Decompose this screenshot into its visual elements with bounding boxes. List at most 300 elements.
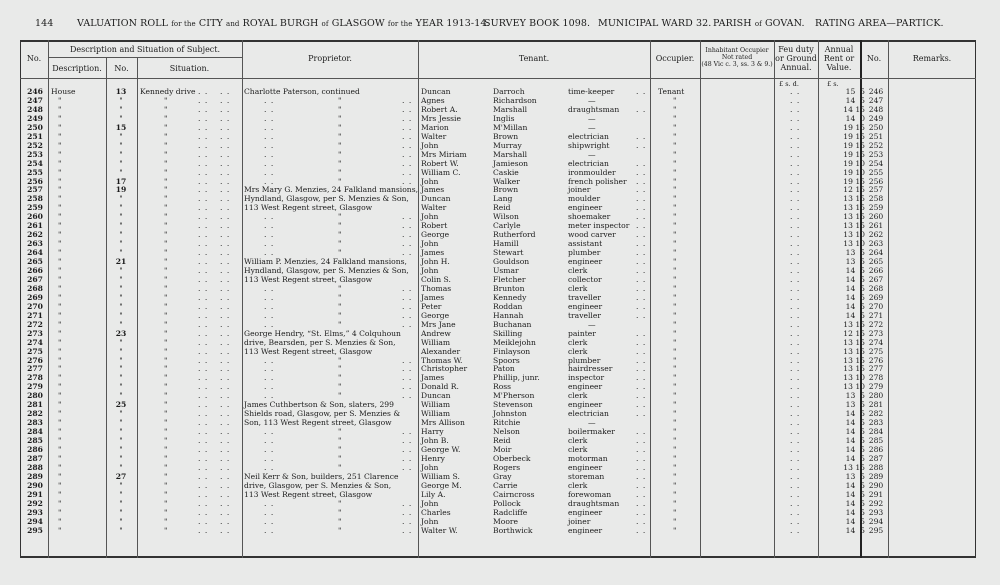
description: "	[58, 498, 62, 508]
survey-book: SURVEY BOOK 1098.	[484, 18, 591, 29]
tenant-occupation: shipwright	[568, 140, 610, 150]
situation-dots: . .	[198, 364, 209, 374]
table-row	[20, 418, 976, 427]
occupier: "	[673, 373, 677, 383]
proprietor-dots: . .	[402, 319, 413, 329]
rent-units: £ s.	[827, 80, 839, 88]
description: "	[58, 185, 62, 195]
occupier: "	[673, 507, 677, 517]
situation: "	[164, 355, 168, 365]
table-row	[20, 463, 976, 472]
tenant-surname: Murray	[493, 140, 522, 150]
occupation-dots: . .	[636, 167, 647, 177]
tenant-surname: Hamill	[493, 239, 519, 249]
row-number-right: 280	[868, 391, 884, 401]
occupier: "	[673, 221, 677, 231]
feu-duty-dots: . .	[790, 409, 801, 419]
situation-dots: . .	[220, 310, 231, 320]
tenant-occupation: forewoman	[568, 489, 612, 499]
description: "	[58, 158, 62, 168]
description: "	[58, 230, 62, 240]
description: "	[58, 221, 62, 231]
proprietor-dots: . .	[402, 498, 413, 508]
occupation-dots: . .	[636, 158, 647, 168]
occupation-dots: . .	[636, 445, 647, 454]
proprietor-dots: . .	[402, 104, 413, 114]
proprietor-dots: . .	[402, 248, 413, 258]
tenant-first-name: Mrs Allison	[421, 418, 465, 428]
occupier: "	[673, 301, 677, 311]
occupier: "	[673, 266, 677, 275]
tenant-first-name: John	[421, 176, 439, 186]
occupier: "	[673, 167, 677, 177]
situation-dots: . .	[220, 516, 231, 526]
tenant-first-name: Duncan	[421, 391, 451, 401]
row-number: 249	[27, 113, 43, 123]
proprietor-dots: . .	[264, 498, 275, 508]
situation-dots: . .	[220, 328, 231, 338]
situation-dots: . .	[220, 292, 231, 302]
tenant-surname: Finlayson	[493, 346, 531, 356]
situation-dots: . .	[220, 87, 231, 96]
occupation-dots: . .	[636, 525, 647, 535]
tenant-surname: Ross	[493, 382, 512, 392]
situation-dots: . .	[220, 248, 231, 258]
feu-duty-dots: . .	[790, 113, 801, 123]
row-number-right: 276	[868, 355, 884, 365]
table-row	[20, 302, 976, 311]
feu-duty-dots: . .	[790, 355, 801, 365]
situation-dots: . .	[198, 113, 209, 123]
occupation-dots: . .	[636, 185, 647, 195]
description: "	[58, 328, 62, 338]
proprietor: "	[338, 391, 342, 401]
situation-dots: . .	[220, 239, 231, 249]
proprietor: Hyndland, Glasgow, per S. Menzies & Son,	[244, 266, 409, 275]
tenant-occupation: draughtsman	[568, 104, 620, 114]
description: "	[58, 113, 62, 123]
situation-dots: . .	[220, 373, 231, 383]
header-line: Rent or	[823, 54, 855, 63]
annual-rent: 14 0	[845, 113, 865, 123]
situation-dots: . .	[220, 158, 231, 168]
situation-dots: . .	[198, 373, 209, 383]
tenant-surname: Lang	[493, 194, 513, 204]
occupation-dots: . .	[636, 194, 647, 204]
col-header-inhabitant	[700, 47, 774, 68]
occupation-dots: . .	[636, 140, 647, 150]
tenant-first-name: William C.	[421, 167, 461, 177]
proprietor: "	[338, 427, 342, 437]
occupation-dots: . .	[636, 427, 647, 437]
situation-dots: . .	[198, 140, 209, 150]
tenant-occupation: engineer	[568, 382, 603, 392]
tenant-surname: Carrie	[493, 480, 518, 490]
occupation-dots: . .	[636, 480, 647, 490]
situation-dots: . .	[198, 239, 209, 249]
row-number-right: 259	[868, 203, 884, 213]
tenant-first-name: George	[421, 230, 450, 240]
row-number-right: 269	[868, 292, 884, 302]
feu-duty-dots: . .	[790, 364, 801, 374]
row-number-right: 262	[868, 230, 884, 240]
tenant-first-name: George W.	[421, 445, 461, 454]
situation-dots: . .	[198, 149, 209, 159]
tenant-occupation: time-keeper	[568, 87, 615, 96]
proprietor: Charlotte Paterson, continued	[244, 87, 360, 96]
occupier: "	[673, 140, 677, 150]
row-number-right: 285	[868, 436, 884, 446]
feu-duty-dots: . .	[790, 436, 801, 446]
proprietor-dots: . .	[264, 391, 275, 401]
situation-dots: . .	[198, 480, 209, 490]
occupation-dots: . .	[636, 131, 647, 141]
row-number: 288	[27, 462, 43, 472]
situation: "	[164, 274, 168, 284]
annual-rent: 19 15	[843, 140, 865, 150]
situation: "	[164, 149, 168, 159]
row-number-right: 254	[868, 158, 884, 168]
proprietor-dots: . .	[402, 507, 413, 517]
table-row	[20, 526, 976, 535]
title-part: for the	[387, 20, 413, 28]
street-number: "	[119, 104, 123, 114]
tenant-first-name: Charles	[421, 507, 451, 517]
row-number: 274	[27, 337, 43, 347]
feu-duty-dots: . .	[790, 131, 801, 141]
situation: "	[164, 212, 168, 222]
tenant-surname: Kennedy	[493, 292, 527, 302]
situation-dots: . .	[220, 176, 231, 186]
row-number-right: 274	[868, 337, 884, 347]
tenant-first-name: James	[421, 248, 445, 258]
situation-dots: . .	[220, 140, 231, 150]
proprietor-dots: . .	[264, 292, 275, 302]
proprietor: William P. Menzies, 24 Falkland mansions,	[244, 257, 407, 267]
row-number: 251	[27, 131, 43, 141]
occupier: "	[673, 122, 677, 132]
situation-dots: . .	[198, 274, 209, 284]
row-number-right: 260	[868, 212, 884, 222]
street-number: 15	[115, 122, 127, 132]
row-number-right: 283	[868, 418, 884, 428]
tenant-surname: Gouldson	[493, 257, 530, 267]
proprietor-dots: . .	[264, 131, 275, 141]
proprietor-dots: . .	[402, 283, 413, 293]
occupier: "	[673, 445, 677, 454]
table-row	[20, 221, 976, 230]
occupation-dots: . .	[636, 87, 647, 96]
row-number: 256	[27, 176, 43, 186]
tenant-surname: Richardson	[493, 95, 537, 105]
tenant-occupation: engineer	[568, 257, 603, 267]
row-number-right: 272	[868, 319, 884, 329]
situation-dots: . .	[220, 149, 231, 159]
row-number-right: 267	[868, 274, 884, 284]
tenant-occupation: —	[588, 149, 596, 159]
proprietor-dots: . .	[402, 453, 413, 463]
street-number: "	[119, 489, 123, 499]
proprietor-dots: . .	[402, 221, 413, 231]
description: "	[58, 355, 62, 365]
annual-rent: 19 10	[843, 158, 865, 168]
table-row	[20, 114, 976, 123]
description: "	[58, 212, 62, 222]
street-number: "	[119, 292, 123, 302]
description: "	[58, 140, 62, 150]
street-number: 21	[115, 257, 127, 267]
col-header-proprietor: Proprietor.	[308, 54, 352, 63]
tenant-surname: Hannah	[493, 310, 524, 320]
proprietor-dots: . .	[402, 364, 413, 374]
street-number: "	[119, 194, 123, 204]
tenant-first-name: Walter W.	[421, 525, 458, 535]
proprietor-dots: . .	[402, 310, 413, 320]
table-row	[20, 356, 976, 365]
tenant-occupation: —	[588, 95, 596, 105]
annual-rent: 13 10	[843, 230, 865, 240]
row-number-right: 290	[868, 480, 884, 490]
proprietor-dots: . .	[264, 158, 275, 168]
row-number: 283	[27, 418, 43, 428]
occupation-dots: . .	[636, 364, 647, 374]
proprietor: "	[338, 462, 342, 472]
street-number: 25	[115, 400, 127, 410]
tenant-first-name: Lily A.	[421, 489, 446, 499]
tenant-first-name: James	[421, 185, 445, 195]
table-row	[20, 266, 976, 275]
situation-dots: . .	[198, 346, 209, 356]
proprietor-dots: . .	[264, 167, 275, 177]
situation: "	[164, 471, 168, 481]
feu-duty-dots: . .	[790, 212, 801, 222]
annual-rent: 14 5	[845, 292, 865, 302]
row-number-right: 261	[868, 221, 884, 231]
row-number: 293	[27, 507, 43, 517]
table-row	[20, 105, 976, 114]
table-row	[20, 472, 976, 481]
situation: "	[164, 382, 168, 392]
street-number: "	[119, 266, 123, 275]
street-number: "	[119, 418, 123, 428]
situation: "	[164, 95, 168, 105]
table-row	[20, 320, 976, 329]
feu-duty-dots: . .	[790, 167, 801, 177]
situation: "	[164, 283, 168, 293]
tenant-occupation: engineer	[568, 525, 603, 535]
annual-rent: 14 5	[845, 310, 865, 320]
tenant-surname: Reid	[493, 203, 511, 213]
street-number: "	[119, 391, 123, 401]
row-number: 263	[27, 239, 43, 249]
row-number-right: 270	[868, 301, 884, 311]
tenant-surname: Nelson	[493, 427, 520, 437]
tenant-surname: Johnston	[493, 409, 527, 419]
col-header-desc-group: Description and Situation of Subject.	[69, 45, 221, 54]
occupier: "	[673, 185, 677, 195]
header-line: Not rated	[721, 54, 753, 61]
row-number: 265	[27, 257, 43, 267]
occupier: "	[673, 104, 677, 114]
tenant-occupation: ironmoulder	[568, 167, 616, 177]
proprietor-dots: . .	[402, 382, 413, 392]
situation-dots: . .	[220, 95, 231, 105]
row-number: 266	[27, 266, 43, 275]
situation: "	[164, 176, 168, 186]
situation-dots: . .	[198, 516, 209, 526]
situation: "	[164, 248, 168, 258]
tenant-occupation: assistant	[568, 239, 603, 249]
proprietor: "	[338, 283, 342, 293]
tenant-surname: Pollock	[493, 498, 521, 508]
tenant-occupation: plumber	[568, 355, 601, 365]
tenant-occupation: engineer	[568, 400, 603, 410]
annual-rent: 13 15	[843, 346, 865, 356]
row-number: 294	[27, 516, 43, 526]
tenant-surname: Marshall	[493, 149, 528, 159]
feu-duty-dots: . .	[790, 319, 801, 329]
situation: "	[164, 257, 168, 267]
occupier: "	[673, 212, 677, 222]
row-number: 279	[27, 382, 43, 392]
tenant-surname: M'Millan	[493, 122, 528, 132]
tenant-surname: Radcliffe	[493, 507, 528, 517]
situation: "	[164, 462, 168, 472]
occupier: "	[673, 453, 677, 463]
annual-rent: 14 5	[845, 525, 865, 535]
feu-duty-dots: . .	[790, 498, 801, 508]
occupier: "	[673, 391, 677, 401]
situation-dots: . .	[220, 418, 231, 428]
occupation-dots: . .	[636, 373, 647, 383]
occupier: "	[673, 274, 677, 284]
row-number: 285	[27, 436, 43, 446]
tenant-first-name: Peter	[421, 301, 442, 311]
tenant-occupation: electrician	[568, 158, 609, 168]
occupier: "	[673, 462, 677, 472]
description: "	[58, 436, 62, 446]
annual-rent: 14 5	[845, 274, 865, 284]
tenant-occupation: joiner	[568, 185, 591, 195]
street-number: "	[119, 212, 123, 222]
tenant-first-name: John B.	[421, 436, 449, 446]
occupation-dots: . .	[636, 409, 647, 419]
table-row	[20, 382, 976, 391]
row-number: 261	[27, 221, 43, 231]
tenant-occupation: moulder	[568, 194, 601, 204]
table-row	[20, 517, 976, 526]
situation: "	[164, 230, 168, 240]
occupation-dots: . .	[636, 212, 647, 222]
row-number-right: 246	[868, 87, 884, 96]
occupation-dots: . .	[636, 436, 647, 446]
row-number: 280	[27, 391, 43, 401]
proprietor-dots: . .	[264, 436, 275, 446]
proprietor: "	[338, 445, 342, 454]
tenant-occupation: joiner	[568, 516, 591, 526]
tenant-surname: Phillip, junr.	[493, 373, 540, 383]
tenant-occupation: engineer	[568, 301, 603, 311]
proprietor-dots: . .	[264, 104, 275, 114]
tenant-occupation: —	[588, 122, 596, 132]
row-number: 257	[27, 185, 43, 195]
street-number: "	[119, 462, 123, 472]
annual-rent: 13 5	[845, 471, 865, 481]
feu-duty-dots: . .	[790, 221, 801, 231]
tenant-first-name: Walter	[421, 131, 447, 141]
tenant-first-name: James	[421, 292, 445, 302]
tenant-surname: Walker	[493, 176, 520, 186]
proprietor-dots: . .	[402, 149, 413, 159]
tenant-first-name: William	[421, 409, 451, 419]
street-number: "	[119, 498, 123, 508]
proprietor-dots: . .	[402, 525, 413, 535]
street-number: "	[119, 113, 123, 123]
tenant-first-name: William	[421, 400, 451, 410]
situation: "	[164, 427, 168, 437]
proprietor-dots: . .	[402, 445, 413, 454]
tenant-surname: Meiklejohn	[493, 337, 536, 347]
proprietor: drive, Glasgow, per S. Menzies & Son,	[244, 480, 392, 490]
proprietor-dots: . .	[402, 113, 413, 123]
row-number-right: 281	[868, 400, 884, 410]
occupier: "	[673, 158, 677, 168]
situation-dots: . .	[220, 203, 231, 213]
situation: "	[164, 239, 168, 249]
tenant-occupation: electrician	[568, 131, 609, 141]
proprietor-dots: . .	[402, 301, 413, 311]
tenant-surname: Darroch	[493, 87, 525, 96]
header-line: Feu duty	[778, 45, 814, 54]
annual-rent: 19 10	[843, 167, 865, 177]
tenant-surname: Borthwick	[493, 525, 533, 535]
table-row	[20, 168, 976, 177]
situation: "	[164, 436, 168, 446]
tenant-occupation: engineer	[568, 507, 603, 517]
proprietor: "	[338, 310, 342, 320]
situation: "	[164, 364, 168, 374]
description: "	[58, 104, 62, 114]
proprietor-dots: . .	[264, 301, 275, 311]
table-row	[20, 212, 976, 221]
table-row	[20, 490, 976, 499]
tenant-surname: Oberbeck	[493, 453, 531, 463]
street-number: 27	[115, 471, 127, 481]
situation-dots: . .	[198, 391, 209, 401]
tenant-surname: Brunton	[493, 283, 525, 293]
tenant-surname: Marshall	[493, 104, 528, 114]
annual-rent: 14 5	[845, 409, 865, 419]
street-number: "	[119, 310, 123, 320]
street-number: "	[119, 480, 123, 490]
tenant-first-name: Duncan	[421, 87, 451, 96]
street-number: "	[119, 445, 123, 454]
street-number: "	[119, 230, 123, 240]
situation: "	[164, 346, 168, 356]
situation-dots: . .	[220, 230, 231, 240]
situation-dots: . .	[198, 328, 209, 338]
situation: "	[164, 292, 168, 302]
description: "	[58, 346, 62, 356]
occupier: "	[673, 230, 677, 240]
tenant-surname: Jamieson	[493, 158, 529, 168]
annual-rent: 13 15	[843, 221, 865, 231]
street-number: "	[119, 364, 123, 374]
description: "	[58, 257, 62, 267]
tenant-occupation: meter inspector	[568, 221, 630, 231]
proprietor-dots: . .	[402, 95, 413, 105]
situation: "	[164, 266, 168, 275]
